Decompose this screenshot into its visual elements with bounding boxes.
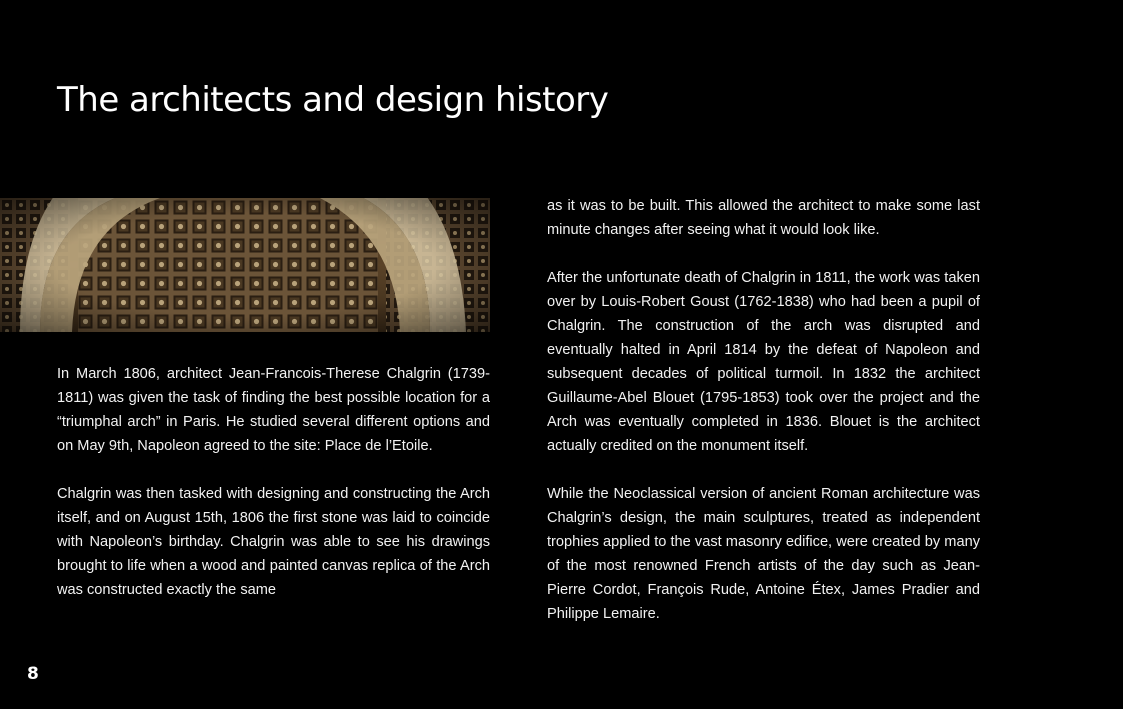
paragraph: While the Neoclassical version of ancient Roman architecture was Chalgrin’s design, the main sculptures, treated as independent trophies applied to the vast masonry edifice, were created by many of the most renowned French artists of the day such as Jean-Pierre Cordot, François Rude, Antoine Étex, James Pradier and Philippe Lemaire. [547, 486, 980, 622]
paragraph: as it was to be built. This allowed the architect to make some last minute changes after seeing what it would look like. [547, 198, 980, 238]
paragraph: Chalgrin was then tasked with designing and constructing the Arch itself, and on August 15th, 1806 the first stone was laid to coincide with Napoleon’s birthday. Chalgrin was able to see his drawings brought to life when a wood and painted canvas replica of the Arch was constructed exactly the same [57, 486, 490, 598]
arch-ceiling-photo [0, 198, 490, 332]
coffered-ceiling-illustration [0, 198, 490, 332]
left-text-column [57, 362, 490, 602]
page-title: The architects and design history [57, 80, 609, 120]
paragraph: In March 1806, architect Jean-Francois-Therese Chalgrin (1739-1811) was given the task of finding the best possible location for a “triumphal arch” in Paris. He studied several different options and on May 9th, Napoleon agreed to the site: Place de l’Etoile. [57, 366, 490, 454]
paragraph: After the unfortunate death of Chalgrin in 1811, the work was taken over by Louis-Robert Goust (1762-1838) who had been a pupil of Chalgrin. The construction of the arch was disrupted and eventually halted in April 1814 by the defeat of Napoleon and subsequent decades of political turmoil. In 1832 the architect Guillaume-Abel Blouet (1795-1853) took over the project and the Arch was eventually completed in 1836. Blouet is the architect actually credited on the monument itself. [547, 270, 980, 454]
page-number: 8 [27, 664, 39, 684]
right-text-column [547, 194, 980, 626]
photo-vignette [0, 198, 490, 332]
